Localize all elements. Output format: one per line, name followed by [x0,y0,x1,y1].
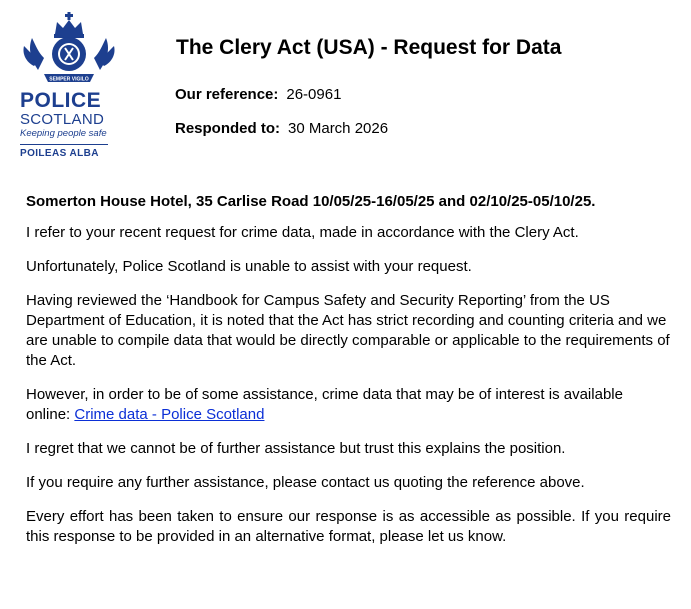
paragraph-4-text: However, in order to be of some assistance, crime data that may be of interest is available online: [26,386,623,423]
crime-data-link[interactable]: Crime data - Police Scotland [74,406,265,423]
logo-police: POLICE [20,89,102,112]
paragraph-1: I refer to your recent request for crime data, made in accordance with the Clery Act. [26,224,579,241]
paragraph-7: Every effort has been taken to ensure our response is as accessible as possible. If you require this response to be provided in an alternative format, please let us know. [26,508,671,545]
paragraph-5: I regret that we cannot be of further assistance but trust this explains the position. [26,440,566,457]
paragraph-4 [26,385,671,425]
logo-scotland: SCOTLAND [20,111,105,128]
paragraph-3: Having reviewed the ‘Handbook for Campus Safety and Security Reporting’ from the US Department of Education, it is noted that the Act has strict recording and counting criteria and we are unable to compile data that would be directly comparable or applicable to the requirements of the Act. [26,292,670,369]
logo-divider [20,144,108,145]
responded-label: Responded to: [175,120,280,137]
crest-ribbon-text: SEMPER VIGILO [49,76,89,83]
logo-gaelic: POILEAS ALBA [20,148,99,159]
police-scotland-logo [20,12,118,162]
page-title: The Clery Act (USA) - Request for Data [176,36,562,59]
crest-icon [20,12,118,88]
responded-value: 30 March 2026 [288,120,389,137]
reference-line [175,86,341,103]
letter-body [26,192,671,561]
subject-line: Somerton House Hotel, 35 Carlise Road 10/05/25-16/05/25 and 02/10/25-05/10/25. [26,193,596,210]
logo-tagline: Keeping people safe [20,128,107,139]
reference-label: Our reference: [175,86,279,103]
responded-line [175,120,388,137]
paragraph-2: Unfortunately, Police Scotland is unable to assist with your request. [26,258,472,275]
reference-value: 26-0961 [286,86,342,103]
paragraph-6: If you require any further assistance, please contact us quoting the reference above. [26,474,585,491]
